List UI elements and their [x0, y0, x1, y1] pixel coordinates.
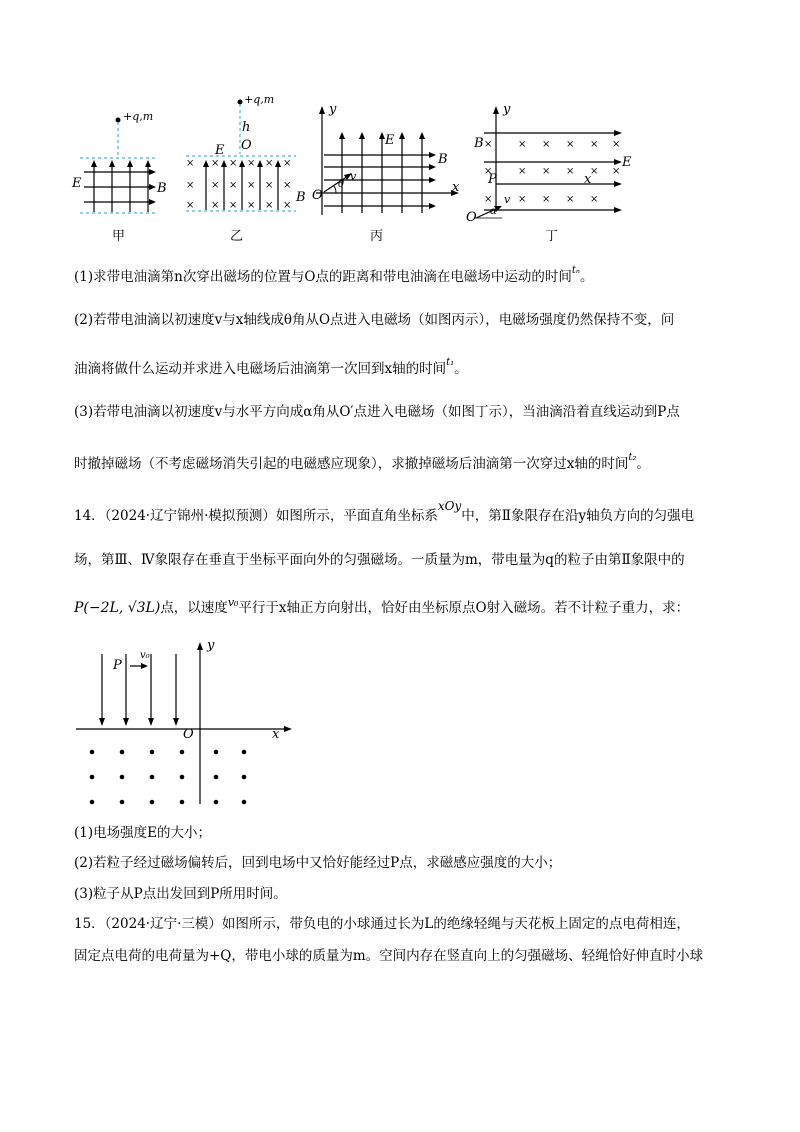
q13-part2-line1	[74, 310, 674, 330]
svg-text:×: ×	[229, 158, 238, 169]
bing-y-label: y	[329, 102, 337, 117]
svg-text:×: ×	[542, 166, 551, 177]
svg-text:×: ×	[566, 166, 575, 177]
svg-text:×: ×	[186, 158, 195, 169]
bing-caption: 丙	[370, 229, 384, 244]
q14-line3	[74, 598, 689, 619]
yi-e-label: E	[215, 143, 225, 158]
ding-v-label: v	[504, 193, 511, 206]
q14-fig-x-label: x	[272, 727, 280, 742]
svg-text:×: ×	[542, 194, 551, 205]
svg-text:×: ×	[518, 139, 527, 150]
svg-text:×: ×	[283, 180, 292, 191]
svg-text:×: ×	[265, 180, 274, 191]
figure-ding	[462, 100, 642, 244]
q13-part1-text: (1)求带电油滴第n次穿出磁场的位置与O点的距离和带电油滴在电磁场中运动的时间	[74, 269, 572, 285]
svg-text:×: ×	[186, 200, 195, 211]
q13-part3-text-a: (3)若带电油滴以初速度v与水平方向成α角从O′点进入电磁场（如图丁示），当油滴沿着直线运动到P点	[74, 404, 680, 420]
figure-q14-drawing	[68, 636, 298, 811]
svg-text:×: ×	[211, 200, 220, 211]
yi-o-label: O	[241, 138, 252, 153]
q13-part3-symbol: t₂	[628, 452, 637, 463]
svg-text:×: ×	[247, 180, 256, 191]
svg-text:×: ×	[484, 166, 493, 177]
q14-fig-o-label: O	[183, 727, 194, 742]
ding-y-label: y	[503, 102, 511, 117]
q14-sub3-text: (3)粒子从P点出发回到P所用时间。	[74, 886, 287, 902]
q14-coord-system: xOy	[437, 499, 462, 513]
jia-b-label: B	[157, 181, 167, 196]
bing-e-label: E	[385, 133, 395, 148]
svg-text:×: ×	[247, 158, 256, 169]
ding-b-label: B	[474, 136, 484, 151]
q15-text-a: 15．（2024·辽宁·三模）如图所示，带负电的小球通过长为L的绝缘轻绳与天花板上固定的点电荷相连，	[74, 916, 690, 932]
q14-fig-y-label: y	[207, 638, 215, 653]
jia-e-label: E	[72, 176, 82, 191]
q15-text-b: 固定点电荷的电荷量为+Q，带电小球的质量为m。空间内存在竖直向上的匀强磁场、轻绳恰好伸直时小球	[74, 948, 704, 964]
q14-sub1	[74, 823, 211, 843]
figure-yi-drawing	[178, 90, 308, 240]
svg-text:×: ×	[283, 158, 292, 169]
figure-yi	[178, 90, 308, 244]
svg-text:×: ×	[484, 194, 493, 205]
svg-text:×: ×	[265, 158, 274, 169]
ding-o-label: O	[466, 210, 477, 225]
figure-jia-drawing	[60, 100, 170, 240]
q14-sub1-text: (1)电场强度E的大小；	[74, 825, 211, 841]
ding-caption: 丁	[545, 229, 559, 244]
q13-part3-line1	[74, 402, 680, 422]
q14-text-a: 14．（2024·辽宁锦州·模拟预测）如图所示，平面直角坐标系	[74, 508, 438, 524]
q14-sub3	[74, 884, 287, 904]
svg-text:×: ×	[590, 139, 599, 150]
q13-part1	[74, 267, 593, 289]
bing-b-label: B	[438, 152, 448, 167]
q13-part1-symbol: tₙ	[571, 265, 580, 276]
ding-x-label: x	[584, 172, 592, 187]
yi-charge-label: +q,m	[244, 93, 275, 106]
q14-velocity: v₀	[227, 596, 239, 609]
q14-text-c-end: 平行于x轴正方向射出，恰好由坐标原点O射入磁场。若不计粒子重力，求：	[238, 600, 690, 616]
q13-part2-line2	[74, 359, 468, 381]
figure-q14	[68, 636, 298, 811]
bing-theta-label: θ	[338, 179, 345, 190]
svg-text:×: ×	[518, 166, 527, 177]
figure-jia	[60, 100, 170, 244]
q14-text-c-mid: 点，以速度	[160, 600, 228, 616]
svg-text:×: ×	[590, 194, 599, 205]
q13-part2-symbol: t₁	[446, 357, 455, 368]
yi-b-label: B	[296, 190, 306, 205]
svg-text:×: ×	[612, 166, 621, 177]
svg-text:×: ×	[211, 158, 220, 169]
q14-line2	[74, 550, 685, 570]
svg-text:×: ×	[542, 139, 551, 150]
q13-part3-end: 。	[636, 456, 650, 472]
q15-line2	[74, 946, 703, 966]
q13-part2-text-a: (2)若带电油滴以初速度v与x轴线成θ角从O点进入电磁场（如图丙示），电磁场强度仍然保持不变，问	[74, 312, 675, 328]
q14-text-b: 场，第Ⅲ、Ⅳ象限存在垂直于坐标平面向外的匀强磁场。一质量为m，带电量为q的粒子由第Ⅱ象限中的	[74, 552, 685, 568]
ding-alpha-label: α	[490, 206, 497, 217]
svg-text:×: ×	[566, 139, 575, 150]
q13-part2-end: 。	[454, 361, 468, 377]
q13-part2-text-b: 油滴将做什么运动并求进入电磁场后油滴第一次回到x轴的时间	[74, 361, 447, 377]
figure-bing	[310, 100, 460, 244]
bing-x-label: x	[452, 180, 460, 195]
svg-text:×: ×	[612, 139, 621, 150]
svg-text:×: ×	[247, 200, 256, 211]
svg-text:×: ×	[590, 166, 599, 177]
q14-point-p: P(−2L, √3L)	[74, 600, 161, 616]
bing-v-label: v	[350, 170, 357, 183]
jia-caption: 甲	[112, 229, 126, 244]
svg-text:×: ×	[566, 194, 575, 205]
q13-part1-end: 。	[579, 269, 594, 285]
q15-line1	[74, 914, 690, 934]
bing-o-label: O	[312, 188, 323, 203]
svg-text:×: ×	[518, 194, 527, 205]
svg-text:×: ×	[484, 139, 493, 150]
svg-text:×: ×	[211, 180, 220, 191]
q14-sub2-text: (2)若粒子经过磁场偏转后，回到电场中又恰好能经过P点，求磁感应强度的大小；	[74, 855, 562, 871]
ding-e-label: E	[622, 155, 632, 170]
svg-text:×: ×	[283, 200, 292, 211]
q13-part3-text-b: 时撤掉磁场（不考虑磁场消失引起的电磁感应现象），求撤掉磁场后油滴第一次穿过x轴的时间	[74, 456, 629, 472]
q13-part3-line2	[74, 454, 650, 476]
svg-text:×: ×	[265, 200, 274, 211]
jia-charge-label: +q,m	[123, 110, 154, 123]
q14-sub2	[74, 853, 561, 873]
q14-line1	[74, 499, 695, 526]
svg-text:×: ×	[229, 180, 238, 191]
figure-ding-drawing	[462, 100, 642, 240]
q14-text-a-end: 中，第Ⅱ象限存在沿y轴负方向的匀强电	[461, 508, 695, 524]
svg-text:×: ×	[229, 200, 238, 211]
q14-fig-v-label: v₀	[140, 650, 150, 661]
svg-text:×: ×	[186, 180, 195, 191]
yi-caption: 乙	[230, 229, 244, 244]
q14-fig-p-label: P	[113, 658, 122, 673]
ding-p-label: P	[488, 172, 497, 187]
figure-bing-drawing	[310, 100, 460, 240]
yi-h-label: h	[242, 120, 251, 135]
